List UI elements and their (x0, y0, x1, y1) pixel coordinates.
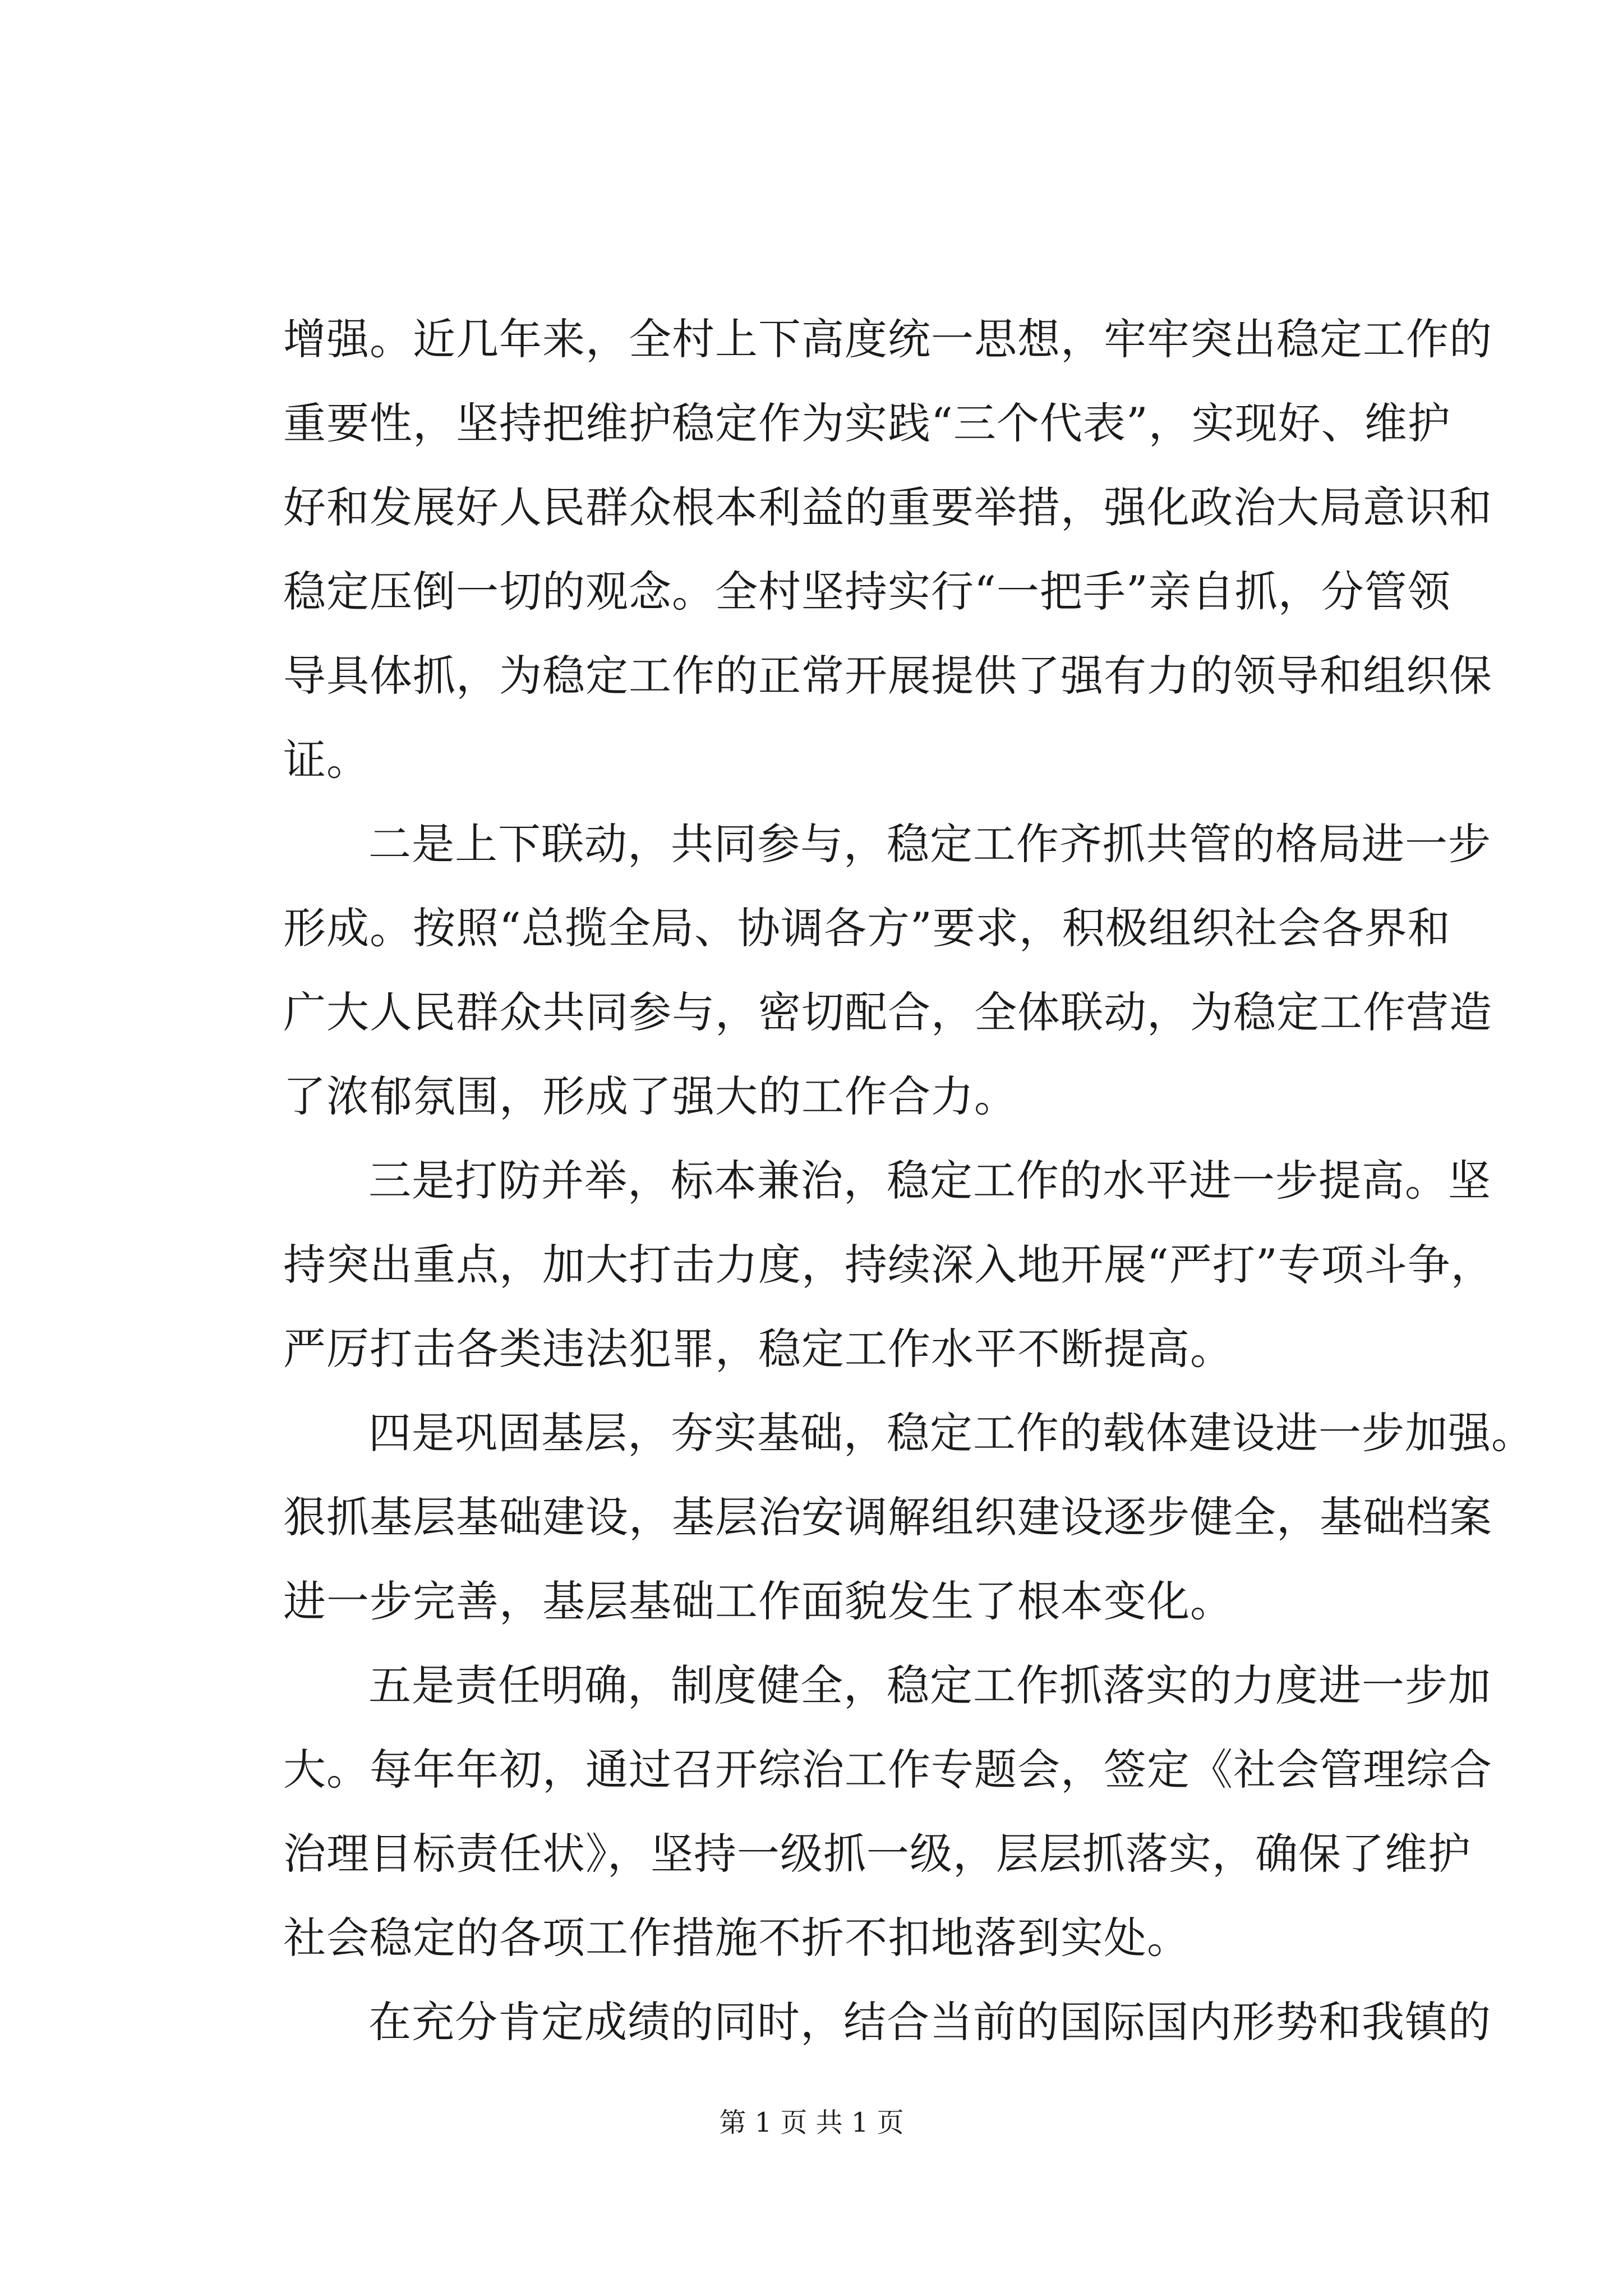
paragraph-start-line: 在充分肯定成绩的同时，结合当前的国际国内形势和我镇的 (368, 1997, 1491, 2047)
document-body (283, 297, 1534, 2064)
text-line: 大。每年年初，通过召开综治工作专题会，签定《社会管理综合 (283, 1745, 1492, 1795)
text-line: 广大人民群众共同参与，密切配合，全体联动，为稳定工作营造 (283, 987, 1492, 1037)
text-line: 稳定压倒一切的观念。全村坚持实行“一把手”亲自抓，分管领 (283, 567, 1451, 616)
text-line: 好和发展好人民群众根本利益的重要举措，强化政治大局意识和 (283, 482, 1492, 532)
paragraph-start-line: 二是上下联动，共同参与，稳定工作齐抓共管的格局进一步 (368, 819, 1491, 869)
text-line: 治理目标责任状》，坚持一级抓一级，层层抓落实，确保了维护 (283, 1829, 1471, 1879)
text-line: 了浓郁氛围，形成了强大的工作合力。 (283, 1071, 1017, 1121)
paragraph-start-line: 三是打防并举，标本兼治，稳定工作的水平进一步提高。坚 (368, 1156, 1491, 1205)
text-line: 进一步完善，基层基础工作面貌发生了根本变化。 (283, 1576, 1233, 1626)
text-line: 导具体抓，为稳定工作的正常开展提供了强有力的领导和组织保 (283, 651, 1492, 701)
text-line: 形成。按照“总揽全局、协调各方”要求，积极组织社会各界和 (283, 903, 1451, 953)
text-line: 社会稳定的各项工作措施不折不扣地落到实处。 (283, 1913, 1190, 1963)
paragraph-start-line: 五是责任明确，制度健全，稳定工作抓落实的力度进一步加 (368, 1660, 1491, 1710)
text-line: 严厉打击各类违法犯罪，稳定工作水平不断提高。 (283, 1324, 1233, 1374)
paragraph-start-line: 四是巩固基层，夯实基础，稳定工作的载体建设进一步加强。 (368, 1408, 1534, 1458)
text-line: 重要性，坚持把维护稳定作为实践“三个代表”，实现好、维护 (283, 398, 1451, 448)
text-line: 增强。近几年来，全村上下高度统一思想，牢牢突出稳定工作的 (283, 314, 1492, 364)
text-line: 狠抓基层基础建设，基层治安调解组织建设逐步健全，基础档案 (283, 1492, 1492, 1542)
text-line: 持突出重点，加大打击力度，持续深入地开展“严打”专项斗争， (283, 1240, 1494, 1290)
text-line: 证。 (283, 735, 370, 785)
page-number-footer: 第 1 页 共 1 页 (719, 2107, 904, 2138)
